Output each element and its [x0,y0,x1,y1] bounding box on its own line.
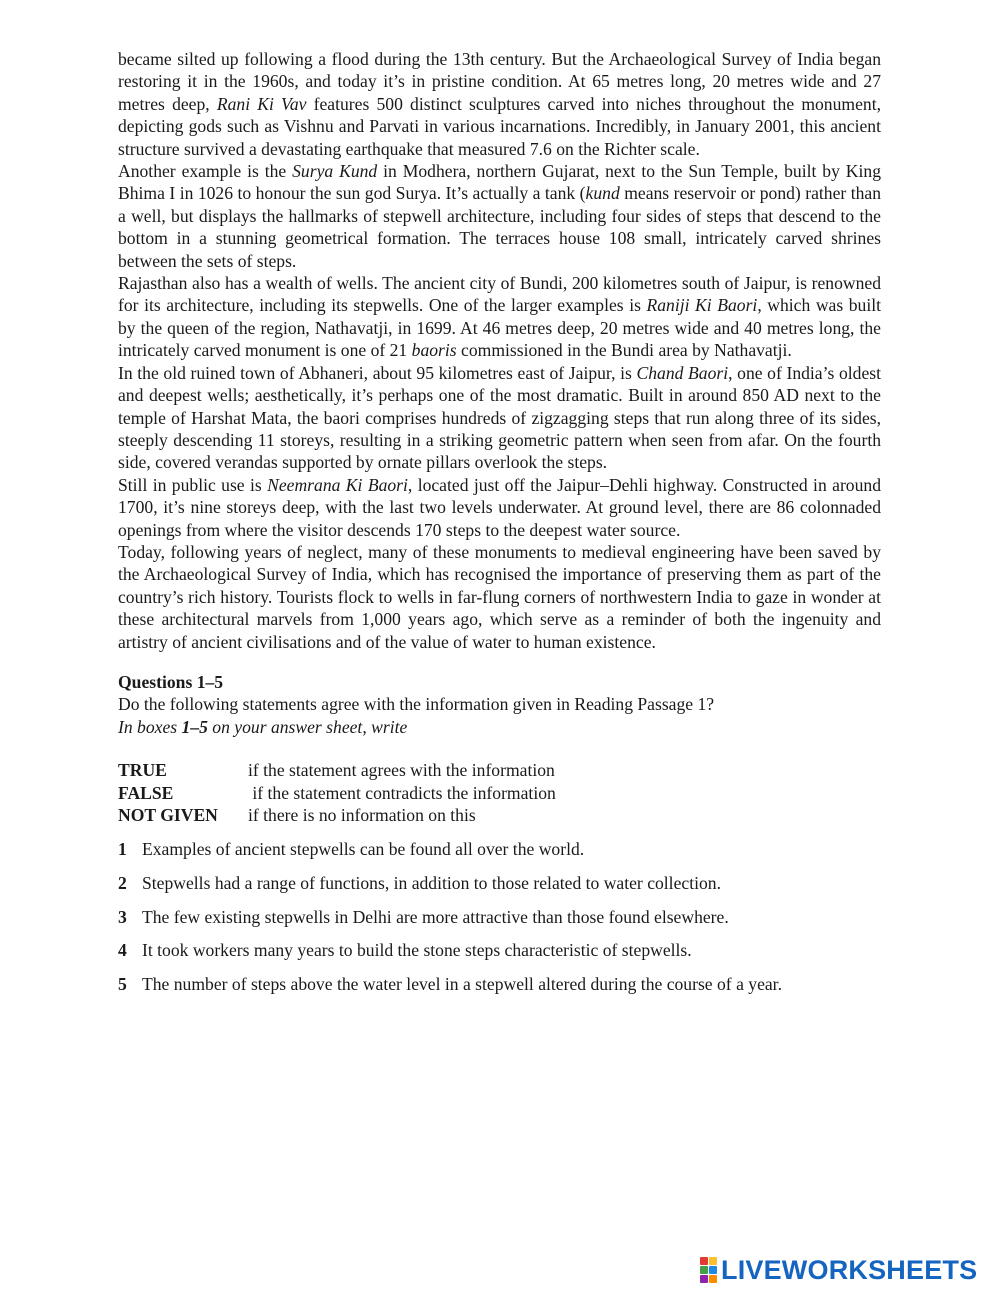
question-number: 3 [118,906,127,927]
legend-description: if the statement contradicts the information [248,782,556,803]
passage-text: Today, following years of neglect, many of these monuments to medieval engineering have been saved by the Archaeological Survey of India, which has recognised the importance of preserving them as part of the country’s rich history. Tourists flock to wells in far-flung corners of northwestern India to gaze in wonder at these architectural marvels from 1,000 years ago, which serve as a reminder of both the ingenuity and artistry of ancient civilisations and of the value of water to human existence. [118,541,881,652]
passage-text: in Modhera, northern Gujarat, next to the Sun Temple, built by King Bhima I in 1026 to honour the sun god Surya. It’s actually a tank ( [118,161,881,204]
question-item [118,838,881,860]
passage-text: Another example is the [118,161,293,182]
italic-term: kund [585,183,620,204]
question-text: The number of steps above the water level in a stepwell altered during the course of a year. [142,973,782,994]
passage-text: , which was built by the queen of the region, Nathavatji, in 1699. At 46 metres deep, 20 metres wide and 40 metres long, the intricately carved monument is one of 21 [118,295,881,361]
liveworksheets-branding[interactable] [700,1255,977,1285]
passage-text: Rajasthan also has a wealth of wells. The ancient city of Bundi, 200 kilometres south of Jaipur, is renowned for its architecture, including its stepwells. One of the larger examples is [118,273,881,316]
answer-key-legend [118,759,881,826]
passage-text: commissioned in the Bundi area by Nathavatji. [456,340,792,361]
legend-description: if there is no information on this [248,805,476,825]
question-text: The few existing stepwells in Delhi are more attractive than those found elsewhere. [142,906,729,927]
italic-term: Neemrana Ki Baori [267,474,408,495]
logo-tile [709,1275,717,1283]
legend-row-true [118,759,881,781]
passage-text: In the old ruined town of Abhaneri, about 95 kilometres east of Jaipur, is [118,362,637,383]
passage-text: became silted up following a flood during the 13th century. But the Archaeological Survey of India began restoring it in the 1960s, and today it’s in pristine condition. At 65 metres long, 20 metres wide and 27 metres deep, [118,49,881,114]
passage-paragraph-2 [118,160,881,272]
legend-row-not-given [118,804,881,826]
logo-tile [709,1257,717,1265]
question-number: 4 [118,940,127,961]
question-item [118,872,881,894]
question-text: Stepwells had a range of functions, in addition to those related to water collection. [142,873,721,893]
legend-row-false [118,782,881,804]
legend-key: NOT GIVEN [118,805,218,825]
passage-text: , one of India’s oldest and deepest wells; aesthetically, it’s perhaps one of the most dramatic. Built in around 850 AD next to the temple of Harshat Mata, the baori comprises hundreds of zigzagging steps that run along three of its sides, steeply descending 11 storeys, resulting in a striking geometric pattern when seen from afar. On the fourth side, covered verandas supported by ornate pillars overlook the steps. [118,362,882,473]
question-number: 1 [118,839,127,860]
logo-tile [709,1266,717,1274]
passage-text: , located just off the Jaipur–Dehli highway. Constructed in around 1700, it’s nine storeys deep, with the last two levels underwater. At ground level, there are 86 colonnaded openings from where the visitor descends 170 steps to the deepest water source. [118,474,881,540]
answer-sheet-instruction: In boxes 1–5 on your answer sheet, write [118,716,408,737]
passage-paragraph-4 [118,362,881,474]
passage-paragraph-1 [118,48,881,160]
passage-paragraph-6 [118,541,881,653]
question-number: 2 [118,873,127,893]
passage-text: features 500 distinct sculptures carved into niches throughout the monument, depicting gods such as Vishnu and Parvati in various incarnations. Incredibly, in January 2001, this ancient structure survived a devastating earthquake that measured 7.6 on the Richter scale. [118,93,881,159]
question-number: 5 [118,973,127,994]
logo-tile [700,1257,708,1265]
italic-term: Chand Baori [636,362,729,383]
liveworksheets-logo-icon [700,1257,717,1283]
italic-term: Rani Ki Vav [216,93,307,114]
legend-key: TRUE [118,760,167,781]
passage-paragraph-5 [118,474,881,541]
passage-paragraph-3 [118,272,881,362]
questions-title: Questions 1–5 [118,671,224,692]
question-item [118,906,881,928]
questions-instruction: Do the following statements agree with the information given in Reading Passage 1? [118,694,715,715]
logo-tile [700,1266,708,1274]
italic-term: Raniji Ki Baori [646,295,758,316]
question-text: Examples of ancient stepwells can be found all over the world. [142,839,585,860]
passage-text: Still in public use is [118,474,268,495]
question-text: It took workers many years to build the stone steps characteristic of stepwells. [142,940,692,961]
passage-text: means reservoir or pond) rather than a well, but displays the hallmarks of stepwell architecture, including four sides of steps that descend to the bottom in a stunning geometrical formation. The terraces house 108 small, intricately carved shrines between the sets of steps. [118,183,882,271]
logo-tile [700,1275,708,1283]
italic-term: Surya Kund [292,161,378,182]
question-list [118,838,881,995]
question-item [118,939,881,961]
question-item [118,973,881,995]
legend-key: FALSE [118,782,174,803]
worksheet-page [118,48,881,1006]
legend-description: if the statement agrees with the information [248,760,555,781]
italic-term: baoris [411,340,457,361]
brand-name: LIVEWORKSHEETS [721,1254,978,1285]
